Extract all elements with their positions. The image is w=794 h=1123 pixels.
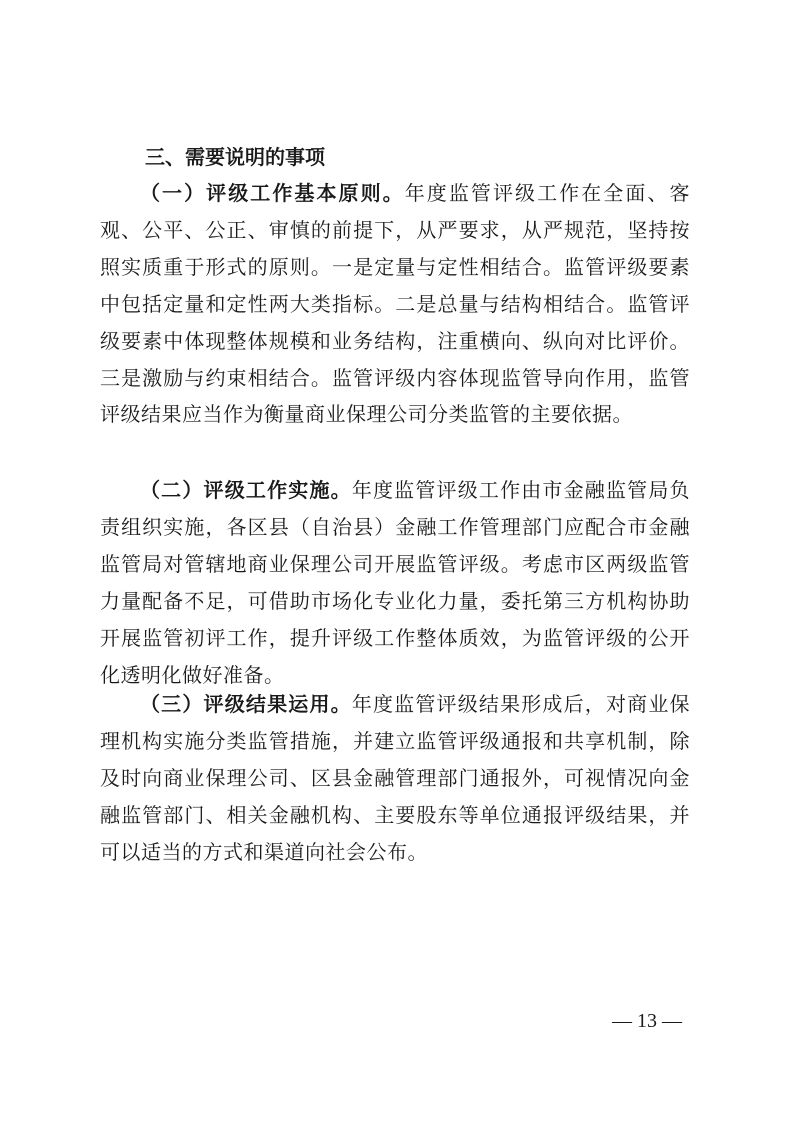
section-heading: 三、需要说明的事项: [145, 145, 325, 169]
page-number: — 13 —: [612, 1010, 682, 1032]
paragraph-rating-results-usage: [100, 686, 690, 871]
paragraph-rating-implementation: [100, 472, 690, 693]
paragraph-body: 年度监管评级工作由市金融监管局负责组织实施，各区县（自治县）金融工作管理部门应配合市金融监管局对管辖地商业保理公司开展监管评级。考虑市区两级监管力量配备不足，可借助市场化专业化力量，委托第三方机构协助开展监管初评工作，提升评级工作整体质效，为监管评级的公开化透明化做好准备。: [100, 478, 691, 687]
paragraph-body: 年度监管评级工作在全面、客观、公平、公正、审慎的前提下，从严要求，从严规范，坚持按照实质重于形式的原则。一是定量与定性相结合。监管评级要素中包括定量和定性两大类指标。二是总量与结构相结合。监管评级要素中体现整体规模和业务结构，注重横向、纵向对比评价。三是激励与约束相结合。监管评级内容体现监管导向作用，监管评级结果应当作为衡量商业保理公司分类监管的主要依据。: [100, 181, 690, 427]
paragraph-lead: （二）评级工作实施。: [140, 478, 352, 502]
paragraph-rating-principles: [100, 175, 690, 433]
paragraph-body: 年度监管评级结果形成后，对商业保理机构实施分类监管措施，并建立监管评级通报和共享机制，除及时向商业保理公司、区县金融管理部门通报外，可视情况向金融监管部门、相关金融机构、主要股东等单位通报评级结果，并可以适当的方式和渠道向社会公布。: [100, 692, 691, 864]
paragraph-lead: （三）评级结果运用。: [140, 692, 352, 716]
paragraph-lead: （一）评级工作基本原则。: [140, 181, 405, 205]
